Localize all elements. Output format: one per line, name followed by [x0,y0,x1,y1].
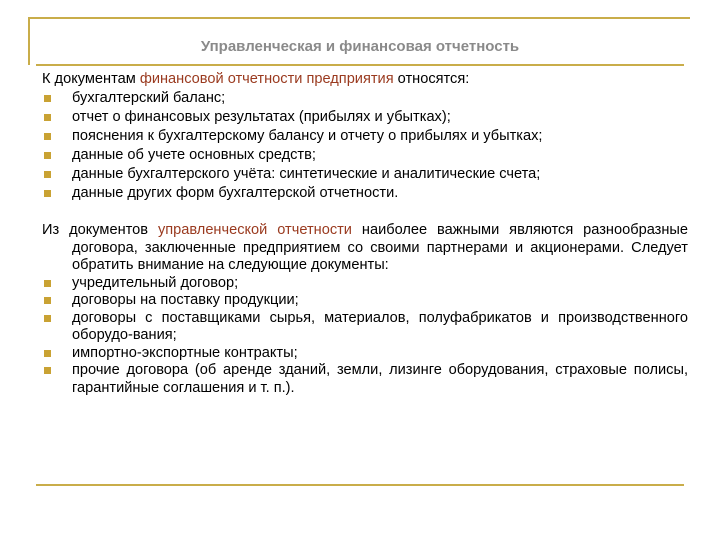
list-item-text: учредительный договор; [72,274,239,291]
square-bullet-icon [44,315,51,322]
management-intro-suffix: наиболее важными являются разнообразные договора, заключенные предприятием со своими партнерами и акционерами. Следует обратить внимание на следующие документы: [72,222,689,273]
section-gap [42,203,688,222]
frame-top-line [28,17,690,19]
square-bullet-icon [44,133,51,140]
list-item [42,108,688,127]
page-title: Управленческая и финансовая отчетность [200,38,520,55]
financial-intro-highlight: финансовой отчетности предприятия [139,71,394,87]
square-bullet-icon [44,114,51,121]
list-item-text: отчет о финансовых результатах (прибылях и убытках); [72,109,451,125]
list-item [42,345,688,363]
financial-intro [42,70,688,89]
square-bullet-icon [44,297,51,304]
square-bullet-icon [44,367,51,374]
list-item [42,184,688,203]
financial-intro-prefix: К документам [42,71,140,87]
square-bullet-icon [44,95,51,102]
bottom-divider [36,484,684,486]
list-item-text: данные об учете основных средств; [72,147,316,163]
list-item-text: договоры на поставку продукции; [72,292,299,308]
list-item-text: данные бухгалтерского учёта: синтетические и аналитические счета; [72,166,541,182]
square-bullet-icon [44,152,51,159]
list-item-text: импортно-экспортные контракты; [72,344,298,361]
title-divider [36,64,684,66]
list-item [42,146,688,165]
list-item [42,275,688,293]
list-item [42,362,688,397]
list-item [42,127,688,146]
document-body [42,70,688,397]
financial-intro-suffix: относятся: [393,71,470,87]
list-item-text: бухгалтерский баланс; [72,90,226,106]
list-item [42,310,688,345]
square-bullet-icon [44,190,51,197]
management-documents-list [42,275,688,398]
square-bullet-icon [44,350,51,357]
list-item [42,165,688,184]
square-bullet-icon [44,171,51,178]
financial-documents-list [42,89,688,203]
list-item-text: пояснения к бухгалтерскому балансу и отчету о прибылях и убытках; [72,128,543,144]
list-item-text: договоры с поставщиками сырья, материалов, полуфабрикатов и производственного оборудо-вания; [72,309,688,343]
management-intro-highlight: управленческой отчетности [157,222,352,238]
list-item-text: прочие договора (об аренде зданий, земли, лизинге оборудования, страховые полисы, гарантийные соглашения и т. п.). [72,362,688,396]
management-intro [42,222,688,275]
list-item [42,292,688,310]
square-bullet-icon [44,280,51,287]
list-item-text: данные других форм бухгалтерской отчетности. [72,185,399,201]
management-intro-prefix: Из документов [42,222,158,238]
list-item [42,89,688,108]
